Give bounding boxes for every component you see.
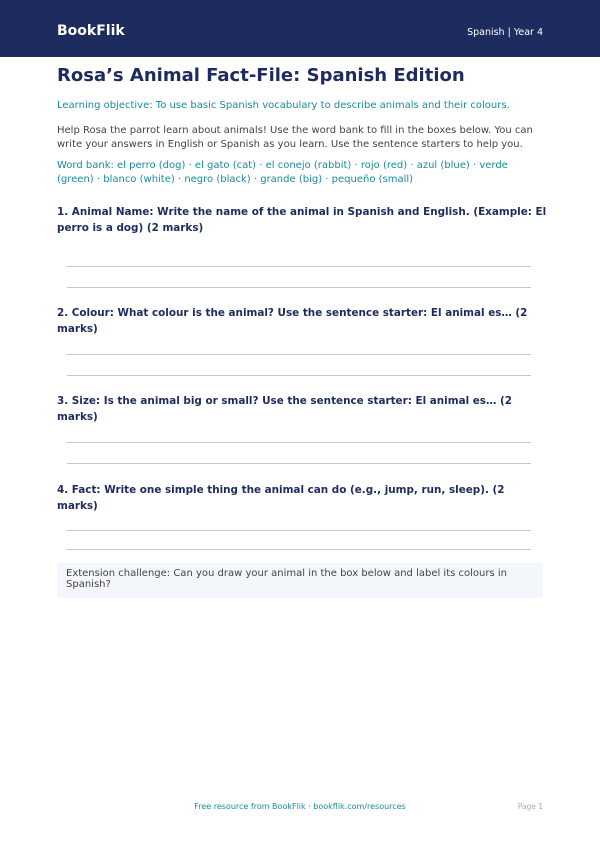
learning-objective: Learning objective: To use basic Spanish vocabulary to describe animals and their colours. <box>57 100 510 111</box>
question-2: 2. Colour: What colour is the animal? Use the sentence starter: El animal es… (2 marks) <box>57 307 528 335</box>
answer-line-1b[interactable] <box>67 287 531 288</box>
answer-line-4b[interactable] <box>67 549 531 550</box>
page-number: Page 1 <box>517 802 543 811</box>
answer-line-3b[interactable] <box>67 463 531 464</box>
subject-year-label: Spanish | Year 4 <box>467 27 543 38</box>
page-title: Rosa’s Animal Fact-File: Spanish Edition <box>57 65 465 86</box>
extension-box <box>57 563 543 598</box>
footer-source: Free resource from BookFlik · bookflik.com/resources <box>194 802 406 811</box>
word-bank: Word bank: el perro (dog) · el gato (cat) · el conejo (rabbit) · rojo (red) · azul (blue) · verde (green) · blanco (white) · negro (black) · grande (big) · pequeño (small) <box>57 160 508 185</box>
question-3: 3. Size: Is the animal big or small? Use the sentence starter: El animal es… (2 marks) <box>57 395 512 423</box>
brand-logo: BookFlik <box>57 23 125 39</box>
extension-text: Extension challenge: Can you draw your animal in the box below and label its colours in Spanish? <box>66 568 507 590</box>
answer-line-2b[interactable] <box>67 375 531 376</box>
answer-line-2a[interactable] <box>67 354 531 355</box>
intro-text: Help Rosa the parrot learn about animals! Use the word bank to fill in the boxes below. You can write your answers in English or Spanish as you learn. Use the sentence starters to help you. <box>57 125 533 150</box>
header-bar <box>0 0 600 57</box>
answer-line-1a[interactable] <box>67 266 531 267</box>
answer-line-4a[interactable] <box>67 530 531 531</box>
question-1: 1. Animal Name: Write the name of the animal in Spanish and English. (Example: El perro is a dog) (2 marks) <box>57 206 547 234</box>
question-4: 4. Fact: Write one simple thing the animal can do (e.g., jump, run, sleep). (2 marks) <box>57 484 505 512</box>
answer-line-3a[interactable] <box>67 442 531 443</box>
